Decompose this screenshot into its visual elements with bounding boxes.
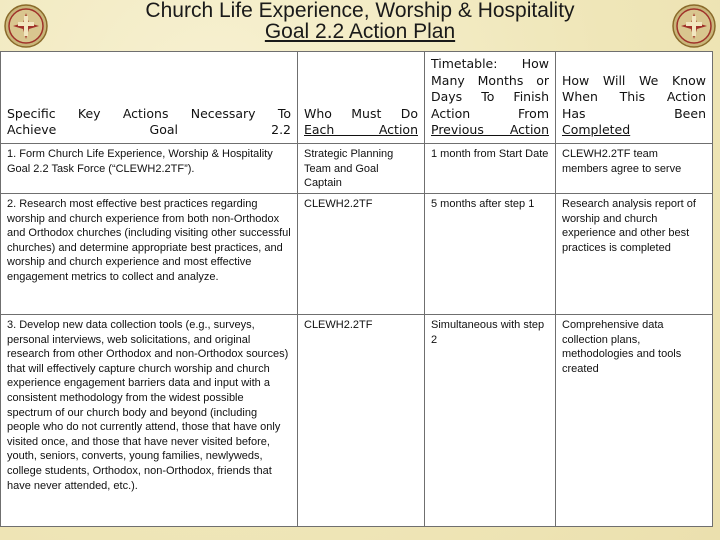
action-cell: 3. Develop new data collection tools (e.g., surveys, personal interviews, web solicitations, and original research from other Orthodox and non-Orthodox sources) that will effectively capture church worship and church experience engagement barriers data and input with a consistent methodology from the widest possible spectrum of our church body and beyond (including people who do not currently attend, those that have only visited once, and those that have never visited before, youth, seniors, converts, young families, newlyweds, college students, Orthodox, non-Orthodox, friends that have never attended, etc.). <box>1 315 298 527</box>
page-title <box>60 0 660 42</box>
header-timetable-line-5: Previous Action <box>431 122 549 138</box>
header-actions-line-2: Achieve Goal 2.2 <box>7 122 291 138</box>
who-cell: CLEWH2.2TF <box>298 194 425 315</box>
action-plan-table <box>0 51 713 527</box>
header-timetable-line-3: Days To Finish <box>431 89 549 105</box>
header-who-line-2: Each Action <box>304 122 418 138</box>
header-who-line-1: Who Must Do <box>304 105 418 121</box>
header-timetable-line-1: Timetable: How <box>431 56 549 72</box>
header-know-line-1: How Will We Know <box>562 72 706 88</box>
header-how-will-we-know <box>556 52 713 144</box>
header-specific-key-actions <box>1 52 298 144</box>
header-timetable-line-4: Action From <box>431 105 549 121</box>
church-seal-icon <box>672 4 716 48</box>
completion-cell: CLEWH2.2TF team members agree to serve <box>556 144 713 194</box>
table-row <box>1 144 713 194</box>
action-cell: 1. Form Church Life Experience, Worship & Hospitality Goal 2.2 Task Force (“CLEWH2.2TF”). <box>1 144 298 194</box>
timetable-cell: Simultaneous with step 2 <box>425 315 556 527</box>
church-seal-icon <box>4 4 48 48</box>
header-who-must-do <box>298 52 425 144</box>
header-know-line-3: Has Been <box>562 105 706 121</box>
who-cell: Strategic Planning Team and Goal Captain <box>298 144 425 194</box>
title-line-1: Church Life Experience, Worship & Hospitality <box>145 0 575 22</box>
completion-cell: Research analysis report of worship and church experience and other best practices is completed <box>556 194 713 315</box>
table-row <box>1 194 713 315</box>
timetable-cell: 5 months after step 1 <box>425 194 556 315</box>
header-row <box>1 52 713 144</box>
header-know-line-4: Completed <box>562 122 631 138</box>
completion-cell: Comprehensive data collection plans, methodologies and tools created <box>556 315 713 527</box>
who-cell: CLEWH2.2TF <box>298 315 425 527</box>
header-timetable-line-2: Many Months or <box>431 72 549 88</box>
title-line-2: Goal 2.2 Action Plan <box>264 20 456 43</box>
action-cell: 2. Research most effective best practices regarding worship and church experience from both non-Orthodox and Orthodox churches (including visiting other successful churches) and determine appropriate best practices, and worship and church experience and most effective engagement metrics to collect and analyze. <box>1 194 298 315</box>
header-timetable <box>425 52 556 144</box>
timetable-cell: 1 month from Start Date <box>425 144 556 194</box>
header-actions-line-1: Specific Key Actions Necessary To <box>7 105 291 121</box>
table-row <box>1 315 713 527</box>
header-know-line-2: When This Action <box>562 89 706 105</box>
